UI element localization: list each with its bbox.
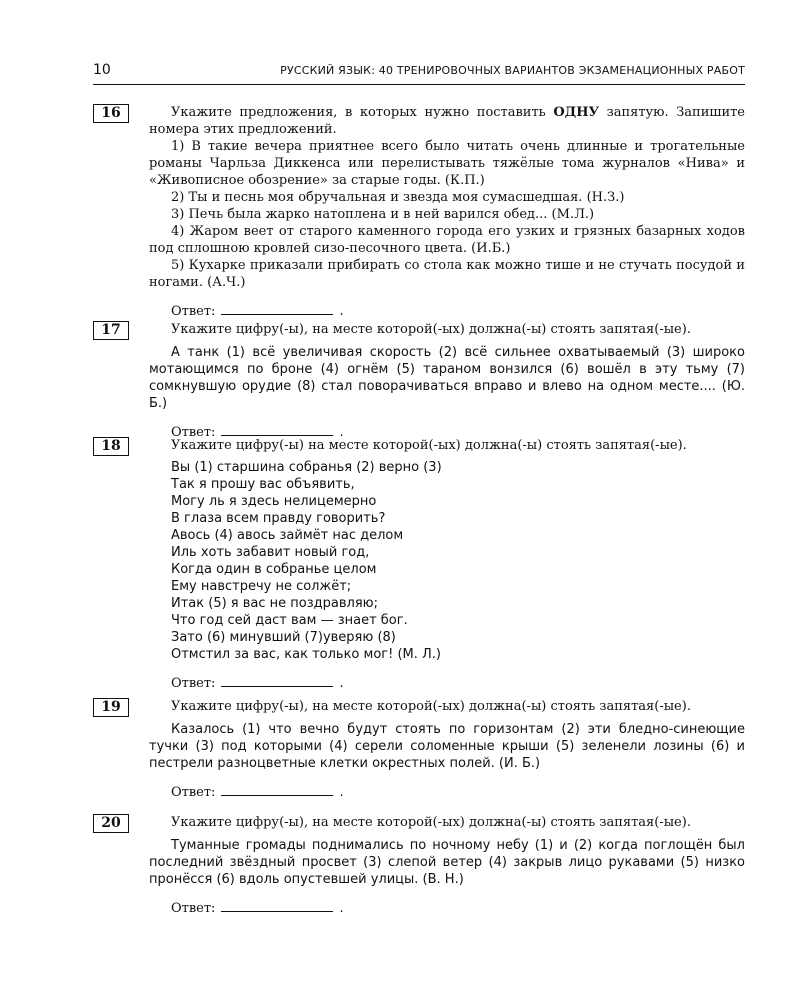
task-20: [93, 814, 745, 916]
answer-blank[interactable]: [221, 899, 333, 912]
emphasis-word: ОДНУ: [553, 105, 600, 120]
poem-line: Что год сей даст вам — знает бог.: [171, 613, 408, 628]
poem-line: Отмстил за вас, как только мог! (М. Л.): [171, 647, 441, 662]
poem: [171, 459, 745, 663]
poem-line: В глаза всем правду говорить?: [171, 511, 386, 526]
task-instruction: Укажите цифру(-ы), на месте которой(-ых) должна(-ы) стоять запятая(-ые).: [171, 699, 691, 714]
task-instruction: Укажите цифру(-ы), на месте которой(-ых) должна(-ы) стоять запятая(-ые).: [171, 815, 691, 830]
answer-blank[interactable]: [221, 423, 333, 436]
task-number-box: 19: [93, 698, 129, 717]
sentence-5: 5) Кухарке приказали прибирать со стола как можно тише и не стучать посудой и ногами. (А.Ч.): [149, 258, 745, 290]
answer-blank[interactable]: [221, 783, 333, 796]
poem-line: Итак (5) я вас не поздравляю;: [171, 596, 378, 611]
task-number-box: 17: [93, 321, 129, 340]
task-number-box: 20: [93, 814, 129, 833]
answer-field: Ответ: .: [171, 676, 344, 691]
task-number-box: 16: [93, 104, 129, 123]
sentence-3: 3) Печь была жарко натоплена и в ней варился обед... (М.Л.): [171, 207, 595, 222]
task-passage: Казалось (1) что вечно будут стоять по горизонтам (2) эти бледно-синеющие тучки (3) под которыми (4) серели соломенные крыши (5) зеленели лозины (6) и пестрели разноцветные клетки окрестных полей. (И. Б.): [149, 722, 745, 771]
poem-line: Могу ль я здесь нелицемерно: [171, 494, 377, 509]
sentence-4: 4) Жаром веет от старого каменного города его узких и грязных базарных ходов под сплошною кровлей сизо-песочного цвета. (И.Б.): [149, 224, 745, 256]
sentence-1: 1) В такие вечера приятнее всего было читать очень длинные и трогательные романы Чарльза Диккенса или перелистывать тяжёлые тома журналов «Нива» и «Живописное обозрение» за старые годы. (К.П.): [149, 139, 745, 188]
task-instruction: Укажите цифру(-ы) на месте которой(-ых) должна(-ы) стоять запятая(-ые).: [171, 438, 687, 453]
page-number: 10: [93, 62, 111, 78]
header-rule: [93, 84, 745, 85]
poem-line: Так я прошу вас объявить,: [171, 477, 355, 492]
answer-blank[interactable]: [221, 674, 333, 687]
task-number-box: 18: [93, 437, 129, 456]
task-19: [93, 698, 745, 800]
task-instruction: Укажите предложения, в которых нужно поставить ОДНУ запятую. Запишите номера этих предложений.: [149, 105, 746, 137]
poem-line: Авось (4) авось займёт нас делом: [171, 528, 404, 543]
sentence-2: 2) Ты и песнь моя обручальная и звезда моя сумасшедшая. (Н.З.): [171, 190, 625, 205]
poem-line: Когда один в собранье целом: [171, 562, 377, 577]
answer-blank[interactable]: [221, 302, 333, 315]
task-passage: А танк (1) всё увеличивая скорость (2) всё сильнее охватываемый (3) широко мотающимся по броне (4) огнём (5) тараном вонзился (6) вошёл в эту тьму (7) сомкнувшую орудие (8) стал поворачиваться вправо и влево на одном месте.... (Ю. Б.): [149, 345, 745, 411]
task-18: [93, 437, 745, 691]
task-passage: Туманные громады поднимались по ночному небу (1) и (2) когда поглощён был последний звёздный просвет (3) слепой ветер (4) закрыв лицо рукавами (5) низко пронёсся (6) вдоль опустевшей улицы. (В. Н.): [149, 838, 745, 887]
answer-field: Ответ: .: [171, 304, 344, 319]
book-title: РУССКИЙ ЯЗЫК: 40 ТРЕНИРОВОЧНЫХ ВАРИАНТОВ ЭКЗАМЕНАЦИОННЫХ РАБОТ: [280, 64, 745, 77]
poem-line: Зато (6) минувший (7)уверяю (8): [171, 630, 396, 645]
task-17: [93, 321, 745, 440]
answer-field: Ответ: .: [171, 901, 344, 916]
poem-line: Иль хоть забавит новый год,: [171, 545, 370, 560]
task-16: [93, 104, 745, 319]
answer-field: Ответ: .: [171, 425, 344, 440]
poem-line: Вы (1) старшина собранья (2) верно (3): [171, 460, 442, 475]
page-header: [93, 62, 745, 84]
task-instruction: Укажите цифру(-ы), на месте которой(-ых) должна(-ы) стоять запятая(-ые).: [171, 322, 691, 337]
poem-line: Ему навстречу не солжёт;: [171, 579, 352, 594]
answer-field: Ответ: .: [171, 785, 344, 800]
